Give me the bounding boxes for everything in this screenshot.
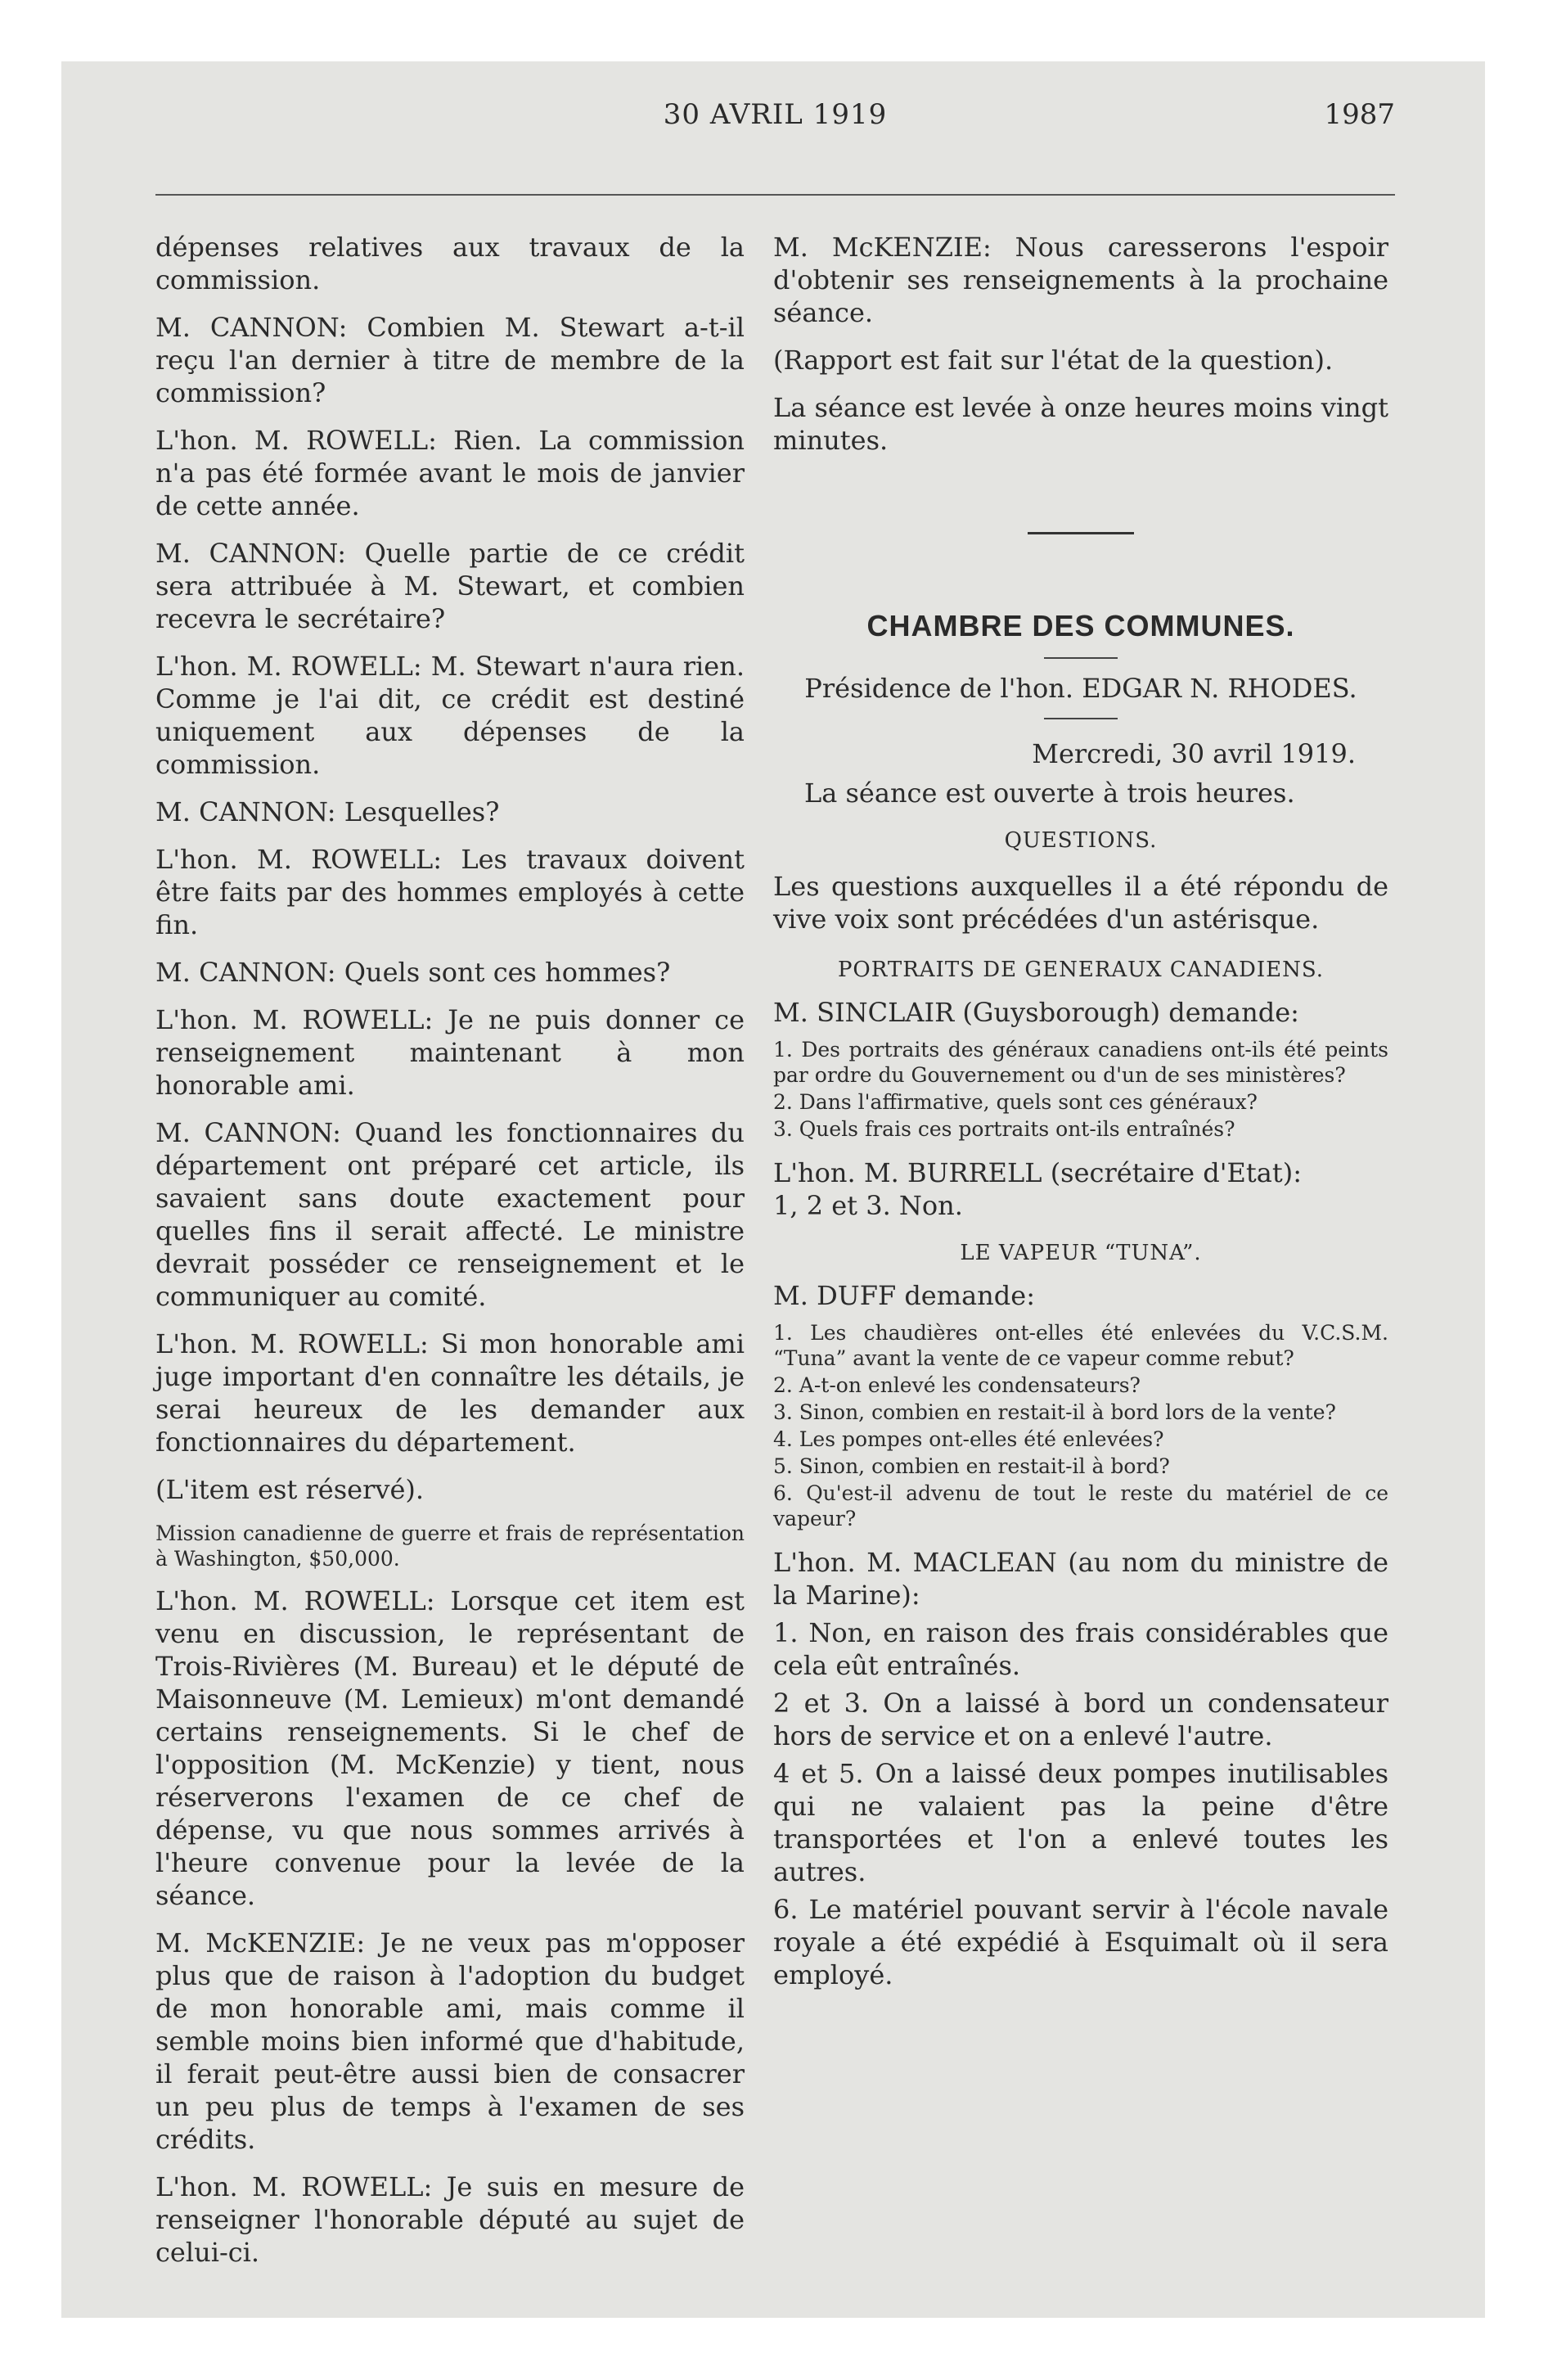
answer: 2 et 3. On a laissé à bord un condensateur hors de service et on a enlevé l'autre. bbox=[773, 1688, 1388, 1751]
paragraph: M. McKENZIE: Je ne veux pas m'opposer plus que de raison à l'adoption du budget de mon honorable ami, mais comme il semble moins bien informé que d'habitude, il ferait peut-être aussi bien de consacrer un peu plus de temps à l'examen de ses crédits. bbox=[155, 1927, 745, 2155]
answerer: L'hon. M. BURRELL (secrétaire d'Etat): bbox=[773, 1157, 1302, 1188]
paragraph: M. McKENZIE: Nous caresserons l'espoir d'obtenir ses renseignements à la prochaine séance. bbox=[773, 232, 1388, 328]
answer: 1, 2 et 3. Non. bbox=[773, 1190, 963, 1221]
questions-heading: QUESTIONS. bbox=[1004, 828, 1158, 853]
paragraph: La séance est levée à onze heures moins vingt minutes. bbox=[773, 392, 1388, 456]
section-heading: LE VAPEUR “TUNA”. bbox=[960, 1241, 1202, 1265]
paragraph: dépenses relatives aux travaux de la commission. bbox=[155, 232, 745, 295]
item-heading: Mission canadienne de guerre et frais de représentation à Washington, $50,000. bbox=[155, 1521, 745, 1571]
answer: 4 et 5. On a laissé deux pompes inutilisables qui ne valaient pas la peine d'être transportées et l'on a enlevé toutes les autres. bbox=[773, 1758, 1388, 1887]
sitting-date: Mercredi, 30 avril 1919. bbox=[1032, 738, 1356, 769]
left-column bbox=[155, 231, 745, 2283]
asker: M. DUFF demande: bbox=[773, 1280, 1035, 1311]
question: 3. Quels frais ces portraits ont-ils entraînés? bbox=[773, 1117, 1235, 1141]
paragraph: L'hon. M. ROWELL: Les travaux doivent être faits par des hommes employés à cette fin. bbox=[155, 844, 745, 940]
question: 6. Qu'est-il advenu de tout le reste du matériel de ce vapeur? bbox=[773, 1481, 1388, 1530]
question: 5. Sinon, combien en restait-il à bord? bbox=[773, 1454, 1170, 1478]
paragraph: L'hon. M. ROWELL: Si mon honorable ami juge important d'en connaître les détails, je serai heureux de les demander aux fonctionnaires du département. bbox=[155, 1328, 745, 1458]
paragraph: (L'item est réservé). bbox=[155, 1474, 425, 1505]
paragraph: L'hon. M. ROWELL: Rien. La commission n'a pas été formée avant le mois de janvier de cette année. bbox=[155, 425, 745, 521]
page-number: 1987 bbox=[1324, 98, 1395, 131]
paragraph: L'hon. M. ROWELL: M. Stewart n'aura rien. Comme je l'ai dit, ce crédit est destiné uniquement aux dépenses de la commission. bbox=[155, 651, 745, 780]
questions-intro: Les questions auxquelles il a été répondu de vive voix sont précédées d'un astérisque. bbox=[773, 871, 1388, 935]
paragraph: M. CANNON: Combien M. Stewart a-t-il reçu l'an dernier à titre de membre de la commission? bbox=[155, 312, 745, 408]
presidence: Présidence de l'hon. EDGAR N. RHODES. bbox=[804, 673, 1357, 704]
house-title: CHAMBRE DES COMMUNES. bbox=[866, 609, 1295, 642]
question: 1. Des portraits des généraux canadiens ont-ils été peints par ordre du Gouvernement ou d'un de ses ministères? bbox=[773, 1038, 1388, 1087]
question: 1. Les chaudières ont-elles été enlevées du V.C.S.M. “Tuna” avant la vente de ce vapeur comme rebut? bbox=[773, 1321, 1388, 1370]
paragraph: L'hon. M. ROWELL: Je ne puis donner ce renseignement maintenant à mon honorable ami. bbox=[155, 1004, 745, 1101]
asker: M. SINCLAIR (Guysborough) demande: bbox=[773, 997, 1299, 1028]
presidence-rule bbox=[1044, 718, 1118, 719]
opening-statement: La séance est ouverte à trois heures. bbox=[804, 778, 1295, 809]
question: 2. Dans l'affirmative, quels sont ces généraux? bbox=[773, 1090, 1258, 1114]
title-rule bbox=[1044, 657, 1118, 659]
section-divider bbox=[1028, 532, 1134, 534]
question: 4. Les pompes ont-elles été enlevées? bbox=[773, 1427, 1164, 1451]
question: 3. Sinon, combien en restait-il à bord lors de la vente? bbox=[773, 1400, 1336, 1424]
answerer: L'hon. M. MACLEAN (au nom du ministre de la Marine): bbox=[773, 1547, 1388, 1611]
paragraph: L'hon. M. ROWELL: Lorsque cet item est venu en discussion, le représentant de Trois-Rivières (M. Bureau) et le député de Maisonneuve (M. Lemieux) m'ont demandé certains renseignements. Si le chef de l'opposition (M. McKenzie) y tient, nous réserverons l'examen de ce chef de dépense, vu que nous sommes arrivés à l'heure convenue pour la levée de la séance. bbox=[155, 1585, 745, 1911]
paragraph: M. CANNON: Quels sont ces hommes? bbox=[155, 957, 671, 988]
page-header bbox=[155, 98, 1395, 195]
paragraph: M. CANNON: Quelle partie de ce crédit sera attribuée à M. Stewart, et combien recevra le secrétaire? bbox=[155, 538, 745, 634]
header-date: 30 AVRIL 1919 bbox=[663, 98, 888, 131]
answer: 1. Non, en raison des frais considérables que cela eût entraînés. bbox=[773, 1617, 1388, 1681]
paragraph: (Rapport est fait sur l'état de la question). bbox=[773, 345, 1334, 376]
question: 2. A-t-on enlevé les condensateurs? bbox=[773, 1373, 1141, 1397]
paragraph: M. CANNON: Lesquelles? bbox=[155, 796, 500, 827]
header-rule bbox=[155, 194, 1395, 196]
paragraph: L'hon. M. ROWELL: Je suis en mesure de renseigner l'honorable député au sujet de celui-ci. bbox=[155, 2171, 745, 2268]
right-column bbox=[773, 231, 1388, 1996]
section-heading: PORTRAITS DE GENERAUX CANADIENS. bbox=[837, 958, 1325, 982]
paragraph: M. CANNON: Quand les fonctionnaires du département ont préparé cet article, ils savaient sans doute exactement pour quelles fins il serait affecté. Le ministre devrait posséder ce renseignement et le communiquer au comité. bbox=[155, 1117, 745, 1312]
answer: 6. Le matériel pouvant servir à l'école navale royale a été expédié à Esquimalt où il sera employé. bbox=[773, 1894, 1388, 1990]
